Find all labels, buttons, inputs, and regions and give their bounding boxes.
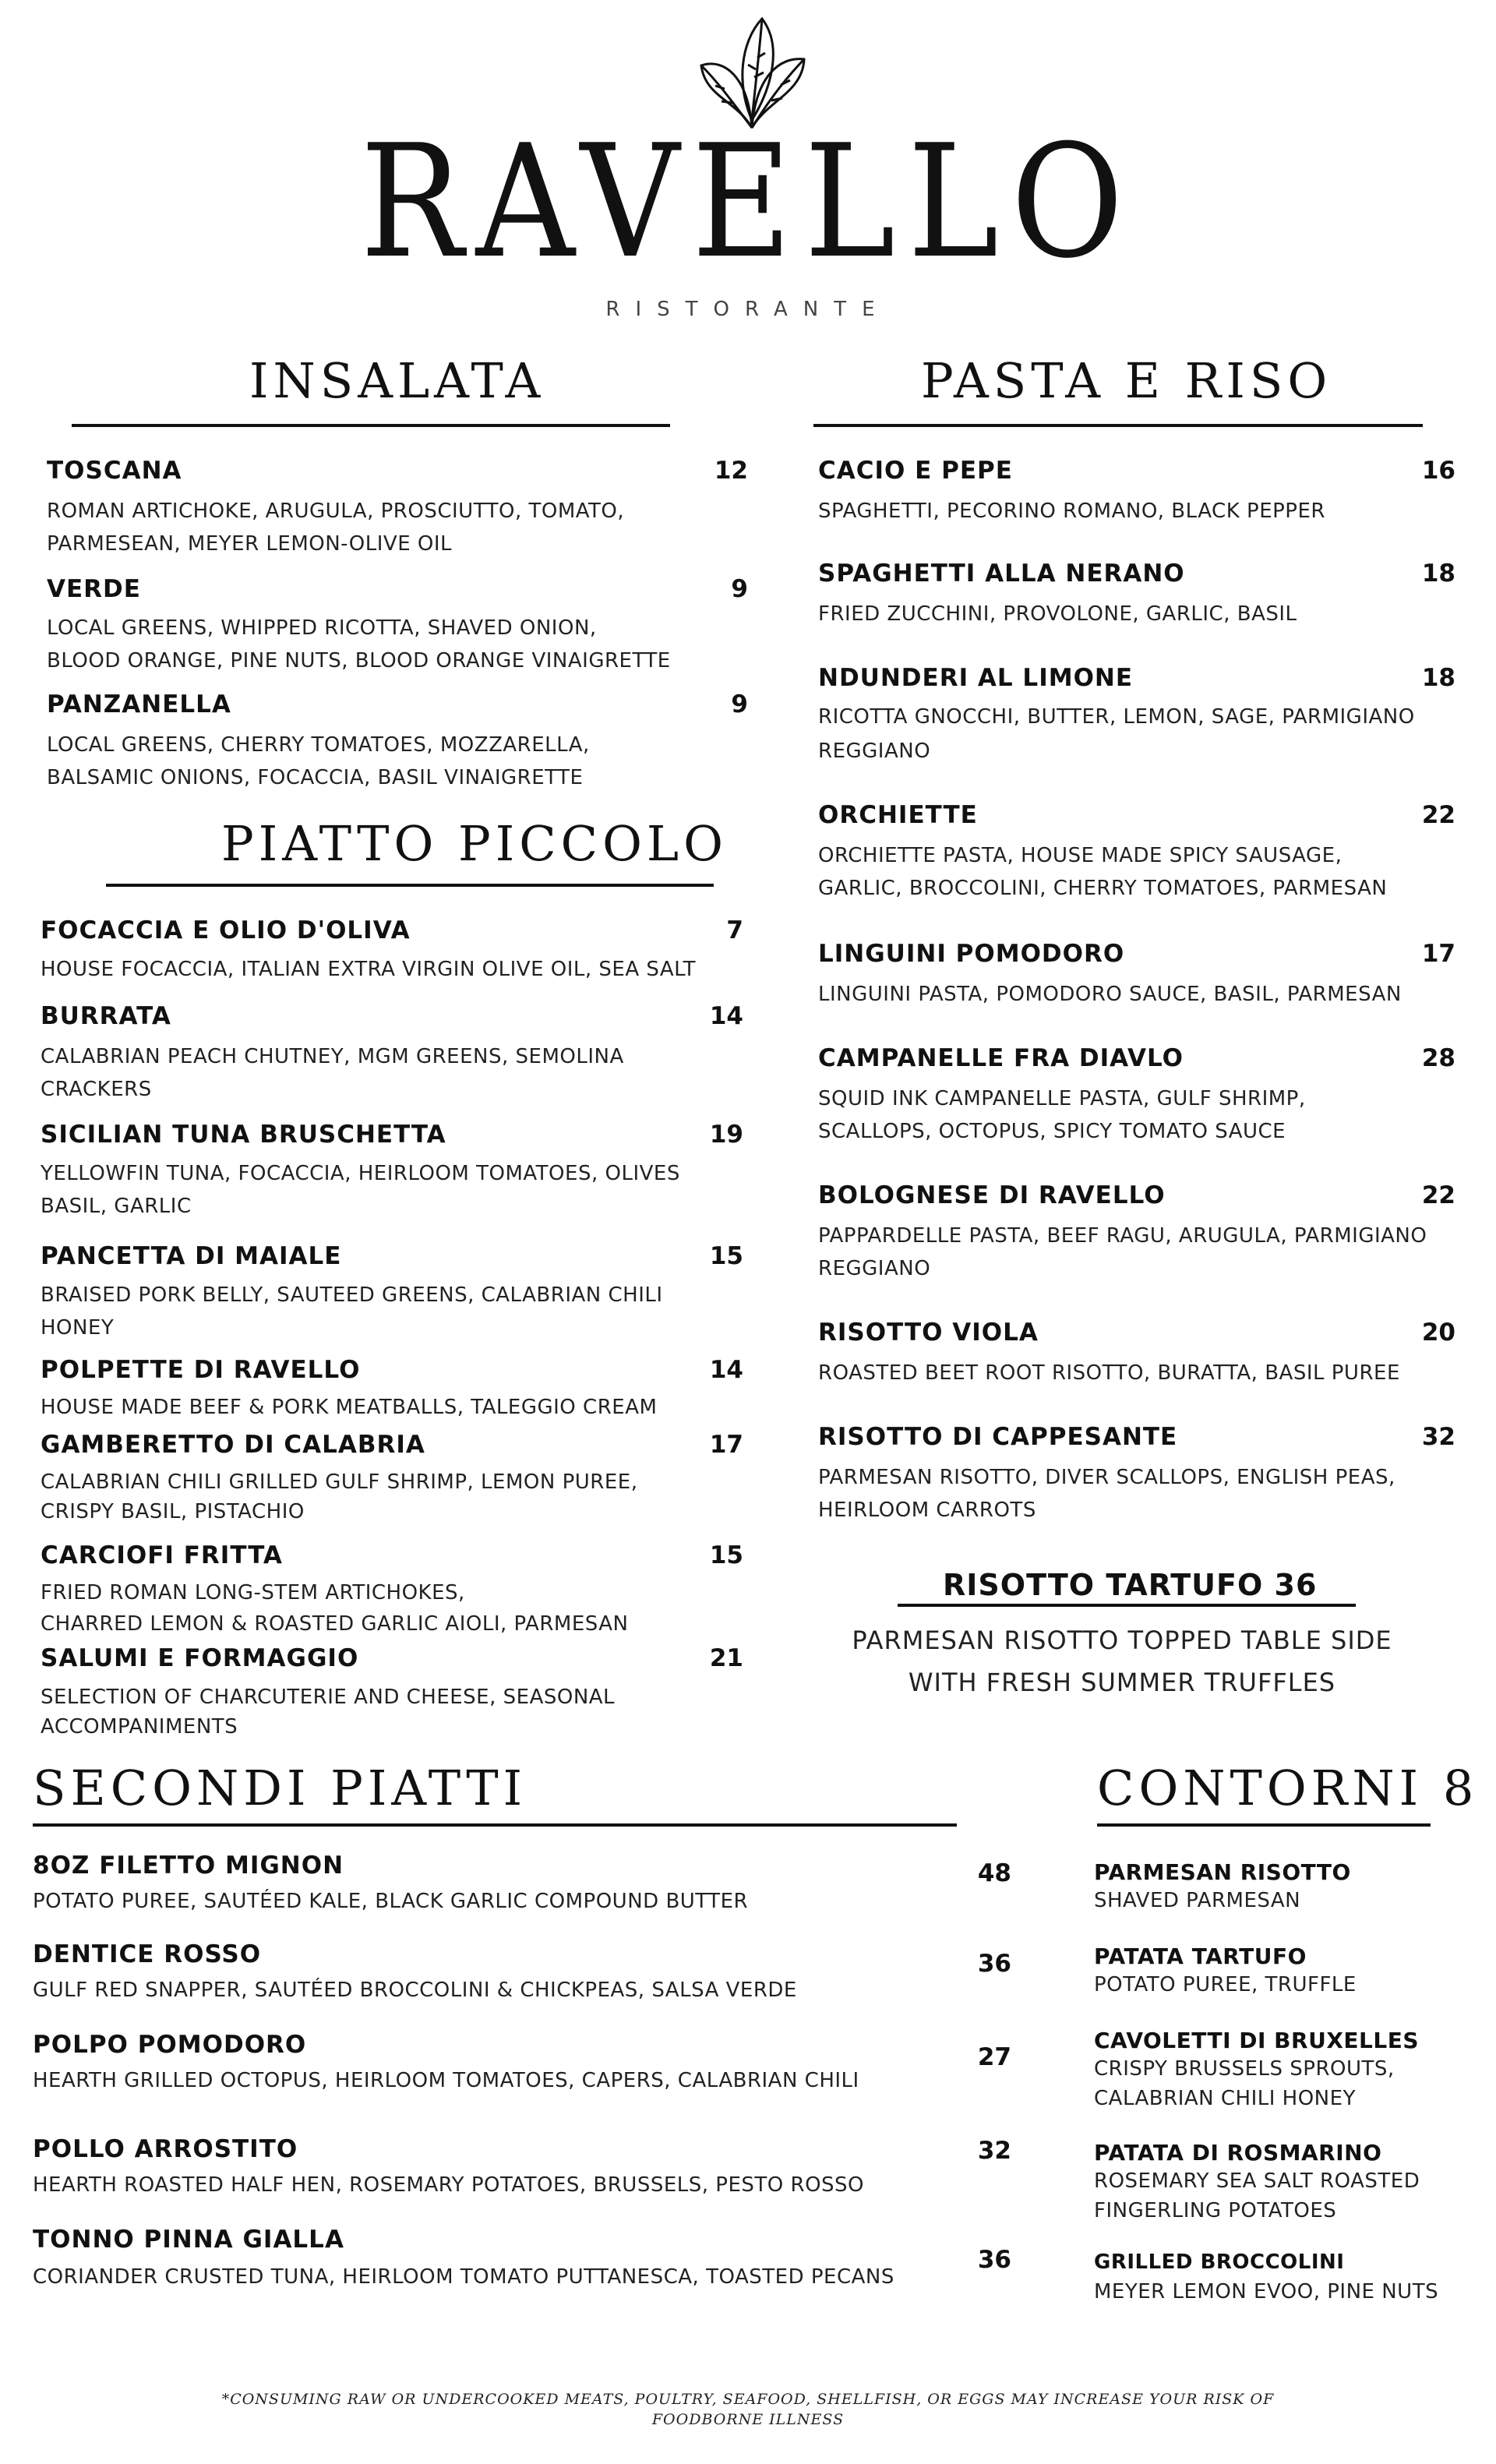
item-description: PAPPARDELLE PASTA, BEEF RAGU, ARUGULA, PARMIGIANO (818, 1224, 1427, 1248)
item-price: 14 (709, 1356, 743, 1384)
item-price: 7 (726, 916, 743, 944)
item-name: CACIO E PEPE (818, 457, 1013, 485)
section-divider (72, 424, 670, 427)
item-description: CORIANDER CRUSTED TUNA, HEIRLOOM TOMATO PUTTANESCA, TOASTED PECANS (33, 2265, 894, 2289)
item-price: 15 (709, 1242, 743, 1270)
item-price: 12 (714, 457, 748, 485)
secondi-piatti-title: SECONDI PIATTI (33, 1760, 527, 1816)
item-name: VERDE (47, 575, 141, 603)
item-price: 36 (977, 1950, 1011, 1978)
item-description: HOUSE MADE BEEF & PORK MEATBALLS, TALEGGIO CREAM (41, 1396, 658, 1419)
item-price: 16 (1421, 457, 1455, 485)
restaurant-name: RAVELLO (360, 111, 1136, 293)
item-description: SPAGHETTI, PECORINO ROMANO, BLACK PEPPER (818, 500, 1325, 523)
featured-item-description: WITH FRESH SUMMER TRUFFLES (908, 1668, 1336, 1697)
disclaimer-line: FOODBORNE ILLNESS (651, 2411, 845, 2428)
item-description: SCALLOPS, OCTOPUS, SPICY TOMATO SAUCE (818, 1120, 1286, 1143)
item-name: POLPETTE DI RAVELLO (41, 1356, 361, 1384)
item-price: 17 (709, 1431, 743, 1459)
contorni-title: CONTORNI 8 (1097, 1760, 1479, 1816)
item-description: LOCAL GREENS, WHIPPED RICOTTA, SHAVED ONION, (47, 616, 597, 640)
item-name: RISOTTO VIOLA (818, 1318, 1039, 1347)
item-name: PARMESAN RISOTTO (1094, 1859, 1351, 1885)
item-price: 22 (1421, 801, 1455, 829)
item-description: POTATO PUREE, SAUTÉED KALE, BLACK GARLIC COMPOUND BUTTER (33, 1890, 749, 1913)
item-description: ROASTED BEET ROOT RISOTTO, BURATTA, BASIL PUREE (818, 1361, 1400, 1385)
item-name: ORCHIETTE (818, 801, 978, 829)
item-description: CRACKERS (41, 1078, 152, 1101)
item-name: SALUMI E FORMAGGIO (41, 1644, 359, 1672)
item-price: 19 (709, 1121, 743, 1149)
item-price: 18 (1421, 560, 1455, 588)
item-name: PANCETTA DI MAIALE (41, 1242, 342, 1270)
item-description: BLOOD ORANGE, PINE NUTS, BLOOD ORANGE VINAIGRETTE (47, 649, 671, 672)
food-safety-disclaimer (0, 2389, 1496, 2430)
featured-item-title: RISOTTO TARTUFO 36 (943, 1568, 1318, 1602)
item-description: HONEY (41, 1316, 115, 1340)
item-name: POLLO ARROSTITO (33, 2135, 298, 2163)
item-description: BASIL, GARLIC (41, 1195, 192, 1218)
item-description: HEIRLOOM CARROTS (818, 1499, 1036, 1522)
item-description: GARLIC, BROCCOLINI, CHERRY TOMATOES, PARMESAN (818, 877, 1388, 900)
item-name: TOSCANA (47, 457, 182, 485)
item-price: 27 (977, 2043, 1011, 2071)
section-divider (33, 1823, 957, 1827)
item-price: 9 (731, 690, 748, 718)
item-description: CRISPY BASIL, PISTACHIO (41, 1500, 305, 1523)
item-name: BOLOGNESE DI RAVELLO (818, 1181, 1166, 1209)
item-description: HEARTH ROASTED HALF HEN, ROSEMARY POTATOES, BRUSSELS, PESTO ROSSO (33, 2173, 865, 2197)
item-description: ACCOMPANIMENTS (41, 1715, 238, 1739)
item-price: 22 (1421, 1181, 1455, 1209)
featured-item-description: PARMESAN RISOTTO TOPPED TABLE SIDE (852, 1626, 1392, 1655)
item-name: RISOTTO DI CAPPESANTE (818, 1423, 1178, 1451)
item-description: PARMESAN RISOTTO, DIVER SCALLOPS, ENGLISH PEAS, (818, 1466, 1395, 1489)
item-description: SHAVED PARMESAN (1094, 1889, 1301, 1912)
featured-item-underline (898, 1604, 1356, 1607)
section-divider (813, 424, 1423, 427)
item-description: CHARRED LEMON & ROASTED GARLIC AIOLI, PARMESAN (41, 1612, 629, 1636)
item-description: POTATO PUREE, TRUFFLE (1094, 1973, 1357, 1996)
item-description: ROMAN ARTICHOKE, ARUGULA, PROSCIUTTO, TOMATO, (47, 500, 625, 523)
piatto-piccolo-title: PIATTO PICCOLO (221, 815, 728, 872)
item-name: DENTICE ROSSO (33, 1940, 262, 1968)
item-description: PARMESEAN, MEYER LEMON-OLIVE OIL (47, 532, 453, 556)
item-price: 18 (1421, 664, 1455, 692)
item-name: FOCACCIA E OLIO D'OLIVA (41, 916, 411, 944)
disclaimer-line: *CONSUMING RAW OR UNDERCOOKED MEATS, POULTRY, SEAFOOD, SHELLFISH, OR EGGS MAY INCREASE YOUR RISK OF (221, 2391, 1275, 2408)
item-description: SQUID INK CAMPANELLE PASTA, GULF SHRIMP, (818, 1087, 1306, 1110)
item-price: 48 (977, 1859, 1011, 1887)
item-description: FINGERLING POTATOES (1094, 2199, 1337, 2222)
item-name: POLPO POMODORO (33, 2031, 307, 2059)
item-name: SICILIAN TUNA BRUSCHETTA (41, 1121, 446, 1149)
item-name: PANZANELLA (47, 690, 231, 718)
item-name: CAMPANELLE FRA DIAVLO (818, 1044, 1184, 1072)
item-name: BURRATA (41, 1002, 171, 1030)
item-description: CALABRIAN CHILI GRILLED GULF SHRIMP, LEMON PUREE, (41, 1470, 638, 1494)
item-name: 8OZ FILETTO MIGNON (33, 1852, 344, 1880)
item-description: MEYER LEMON EVOO, PINE NUTS (1094, 2280, 1439, 2303)
item-name: PATATA DI ROSMARINO (1094, 2140, 1382, 2166)
item-name: SPAGHETTI ALLA NERANO (818, 560, 1185, 588)
item-description: GULF RED SNAPPER, SAUTÉED BROCCOLINI & CHICKPEAS, SALSA VERDE (33, 1979, 797, 2002)
item-description: FRIED ROMAN LONG-STEM ARTICHOKES, (41, 1581, 465, 1604)
item-price: 14 (709, 1002, 743, 1030)
item-description: FRIED ZUCCHINI, PROVOLONE, GARLIC, BASIL (818, 602, 1297, 626)
item-description: REGGIANO (818, 1257, 931, 1280)
item-name: NDUNDERI AL LIMONE (818, 664, 1134, 692)
item-name: CAVOLETTI DI BRUXELLES (1094, 2028, 1420, 2053)
item-description: YELLOWFIN TUNA, FOCACCIA, HEIRLOOM TOMATOES, OLIVES (41, 1162, 680, 1185)
item-price: 32 (977, 2137, 1011, 2165)
item-description: HEARTH GRILLED OCTOPUS, HEIRLOOM TOMATOES, CAPERS, CALABRIAN CHILI (33, 2069, 859, 2092)
item-description: ROSEMARY SEA SALT ROASTED (1094, 2169, 1420, 2193)
item-description: SELECTION OF CHARCUTERIE AND CHEESE, SEASONAL (41, 1686, 616, 1709)
item-price: 9 (731, 575, 748, 603)
item-price: 15 (709, 1541, 743, 1569)
item-description: HOUSE FOCACCIA, ITALIAN EXTRA VIRGIN OLIVE OIL, SEA SALT (41, 958, 696, 981)
insalata-title: INSALATA (249, 352, 545, 409)
item-name: GRILLED BROCCOLINI (1094, 2250, 1345, 2274)
item-price: 20 (1421, 1318, 1455, 1347)
item-name: GAMBERETTO DI CALABRIA (41, 1431, 425, 1459)
item-description: RICOTTA GNOCCHI, BUTTER, LEMON, SAGE, PARMIGIANO (818, 705, 1415, 729)
restaurant-tagline: RISTORANTE (605, 298, 891, 321)
item-name: PATATA TARTUFO (1094, 1943, 1307, 1969)
item-name: LINGUINI POMODORO (818, 940, 1125, 968)
item-description: LOCAL GREENS, CHERRY TOMATOES, MOZZARELLA, (47, 733, 590, 757)
item-description: CRISPY BRUSSELS SPROUTS, (1094, 2057, 1395, 2081)
section-divider (1097, 1823, 1431, 1827)
item-description: LINGUINI PASTA, POMODORO SAUCE, BASIL, PARMESAN (818, 983, 1402, 1006)
item-description: REGGIANO (818, 740, 931, 763)
item-name: CARCIOFI FRITTA (41, 1541, 283, 1569)
item-description: BALSAMIC ONIONS, FOCACCIA, BASIL VINAIGRETTE (47, 766, 584, 789)
item-description: CALABRIAN PEACH CHUTNEY, MGM GREENS, SEMOLINA (41, 1045, 624, 1068)
item-description: BRAISED PORK BELLY, SAUTEED GREENS, CALABRIAN CHILI (41, 1283, 663, 1307)
item-price: 17 (1421, 940, 1455, 968)
item-price: 32 (1421, 1423, 1455, 1451)
item-description: CALABRIAN CHILI HONEY (1094, 2087, 1356, 2110)
item-price: 36 (977, 2246, 1011, 2274)
item-description: ORCHIETTE PASTA, HOUSE MADE SPICY SAUSAGE, (818, 844, 1343, 867)
item-price: 28 (1421, 1044, 1455, 1072)
item-price: 21 (709, 1644, 743, 1672)
item-name: TONNO PINNA GIALLA (33, 2226, 344, 2254)
pasta-e-riso-title: PASTA E RISO (921, 352, 1332, 409)
section-divider (106, 884, 714, 887)
